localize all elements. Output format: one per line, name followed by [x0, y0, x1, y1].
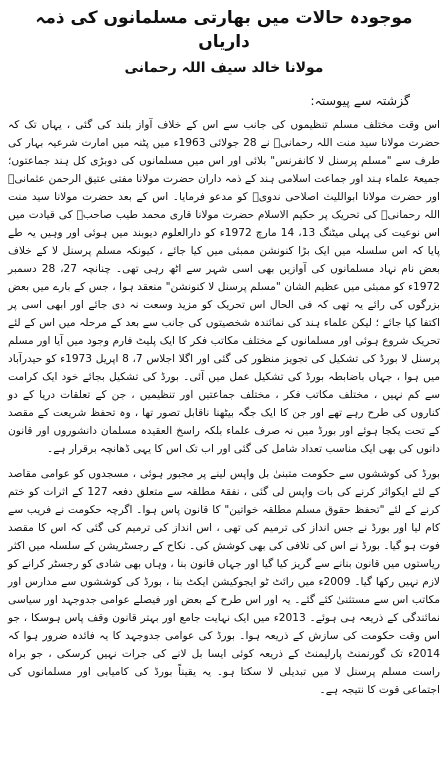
article-title: موجودہ حالات میں بھارتی مسلمانوں کی ذمہ داریاں — [35, 8, 413, 52]
article-author: مولانا خالد سیف اللہ رحمانی — [124, 60, 324, 76]
section-heading: گزشتہ سے پیوستہ: — [310, 93, 410, 108]
article-paragraph: بورڈ کی کوششوں سے حکومت متبنیٰ بل واپس لینے پر مجبور ہوئی ، مسجدوں کو عوامی مقاصد کے لئے ایکوائر کرنے کی بات واپس لی گئی ، نفقۂ مطلقہ سے متعلق دفعہ 127 کے اثرات کو ختم کرنے کے لئے "تحفظ حقوق مسلم مطلقہ خواتین" کا قانون پاس ہوا۔ اگرچہ حکومت نے فریب سے کام لیا اور بورڈ نے جس انداز کی ترمیم کی تھی ، اس انداز کی ترمیم کی گئی کہ اس کا مقصد فوت ہو گیا۔ بورڈ نے اس کی تلافی کی بھی کوشش کی۔ نکاح کے رجسٹریشن کے سلسلہ میں اکثر ریاستوں میں قانون بنانے سے گریز کیا گیا اور جہاں قانون بنا ، وہاں بھی شادی کو رجسٹر کرانے کو لازم نہیں رکھا گیا۔ 2009ء میں رائٹ ٹو ایجوکیشن ایکٹ بنا ، بورڈ کی کوششوں سے مدارس اور مکاتب اس سے مستثنیٰ کئے گئے۔ یہ اور اس طرح کے بعض اور فیصلے عوامی جدوجہد اور سیاسی نمائندگی کے ذریعہ ہی ہوئے۔ 2013ء میں ایک نہایت جامع اور بہتر قانون وقف پاس ہوسکا ، جو اس وقت حکومت کی سازش کے ذریعہ ہوا۔ بورڈ کی عوامی جدوجہد کا یہ فائدہ ضرور ہوا کہ 2014ء تک گورنمنٹ پارلیمنٹ کے ذریعہ کوئی ایسا بل لانے کی جرات نہیں کرسکی ، جو براہ راست مسلم پرسنل لا میں تبدیلی لا سکتا ہو۔ یہ یقیناً بورڈ کی کامیابی اور مسلمانوں کی اجتماعی قوت کا نتیجہ ہے۔ — [8, 468, 441, 696]
article-paragraph: اس وقت مختلف مسلم تنظیموں کی جانب سے اس کے خلاف آواز بلند کی گئی ، یہاں تک کہ حضرت مولانا سید منت اللہ رحمانیؒ نے 28 جولائی 1963ء میں پٹنہ میں امارت شرعیہ بہار کی طرف سے "مسلم پرسنل لا کانفرنس" بلائی اور اس میں مسلمانوں کی دوبڑی کل ہند جماعتوں؛ جمیعۃ علماء ہند اور جماعت اسلامی ہند کے ذمہ داران حضرت مولانا مفتی عتیق الرحمن عثمانیؒ اور حضرت مولانا ابواللیث اصلاحی ندویؒ کو مدعو فرمایا۔ اس کے بعد حضرت مولانا سید منت اللہ رحمانیؒ کی تحریک پر حکیم الاسلام حضرت مولانا قاری محمد طیب صاحبؒ کی قیادت میں اس نوعیت کی پہلی میٹنگ 13، 14 مارچ 1972ء کو دارالعلوم دیوبند میں ہوئی اور وہیں یہ طے پایا کہ اس سلسلہ میں ایک بڑا کنونشن ممبئی میں کیا جائے ، کیونکہ مسلم پرسنل لا کے خلاف بعض نام نہاد مسلمانوں کی آوازیں بھی اسی شہر سے اٹھ رہی تھی۔ چنانچہ 27، 28 دسمبر 1972ء کو ممبئی میں عظیم الشان "مسلم پرسنل لا کنونشن" منعقد ہوا ، جس کے بارے میں بعض بزرگوں کی رائے یہ تھی کہ فی الحال اس تحریک کو مزید وسعت نہ دی جائے اور ابھی اسی پر اکتفا کیا جائے ؛ لیکن علماء ہند کی نمائندہ شخصیتوں کی جانب سے بعد کے مرحلہ میں اس کے لئے تحریک شروع ہوئی اور مسلمانوں کے مختلف مکاتب فکر کا ایک پلیٹ فارم وجود میں آیا اور مسلم پرسنل لا بورڈ کی تشکیل کی تجویز منظور کی گئی اور اگلا اجلاس 7، 8 اپریل 1973ء کو حیدرآباد میں ہوا ، جہاں باضابطہ بورڈ کی تشکیل عمل میں آئی۔ بورڈ کی تشکیل بجائے خود ایک کرامت سے کم نہیں ، مختلف مکاتب فکر ، مختلف جماعتیں اور تنظیمیں ، جن کے تعلقات دریا کے دو کناروں کی طرح رہے تھے اور جن کا ایک جگہ بیٹھنا ناقابل تصور تھا ، وہ تحفظ شریعت کے مقصد کے تحت یکجا ہوئے اور بورڈ میں نہ صرف علماء بلکہ راسخ العقیدہ مسلمان دانشوروں اور قانون دانوں کی بھی ایک مناسب تعداد شامل کی گئی اور اب تک اس کا یہی ڈھانچہ برقرار ہے۔ — [8, 119, 441, 455]
